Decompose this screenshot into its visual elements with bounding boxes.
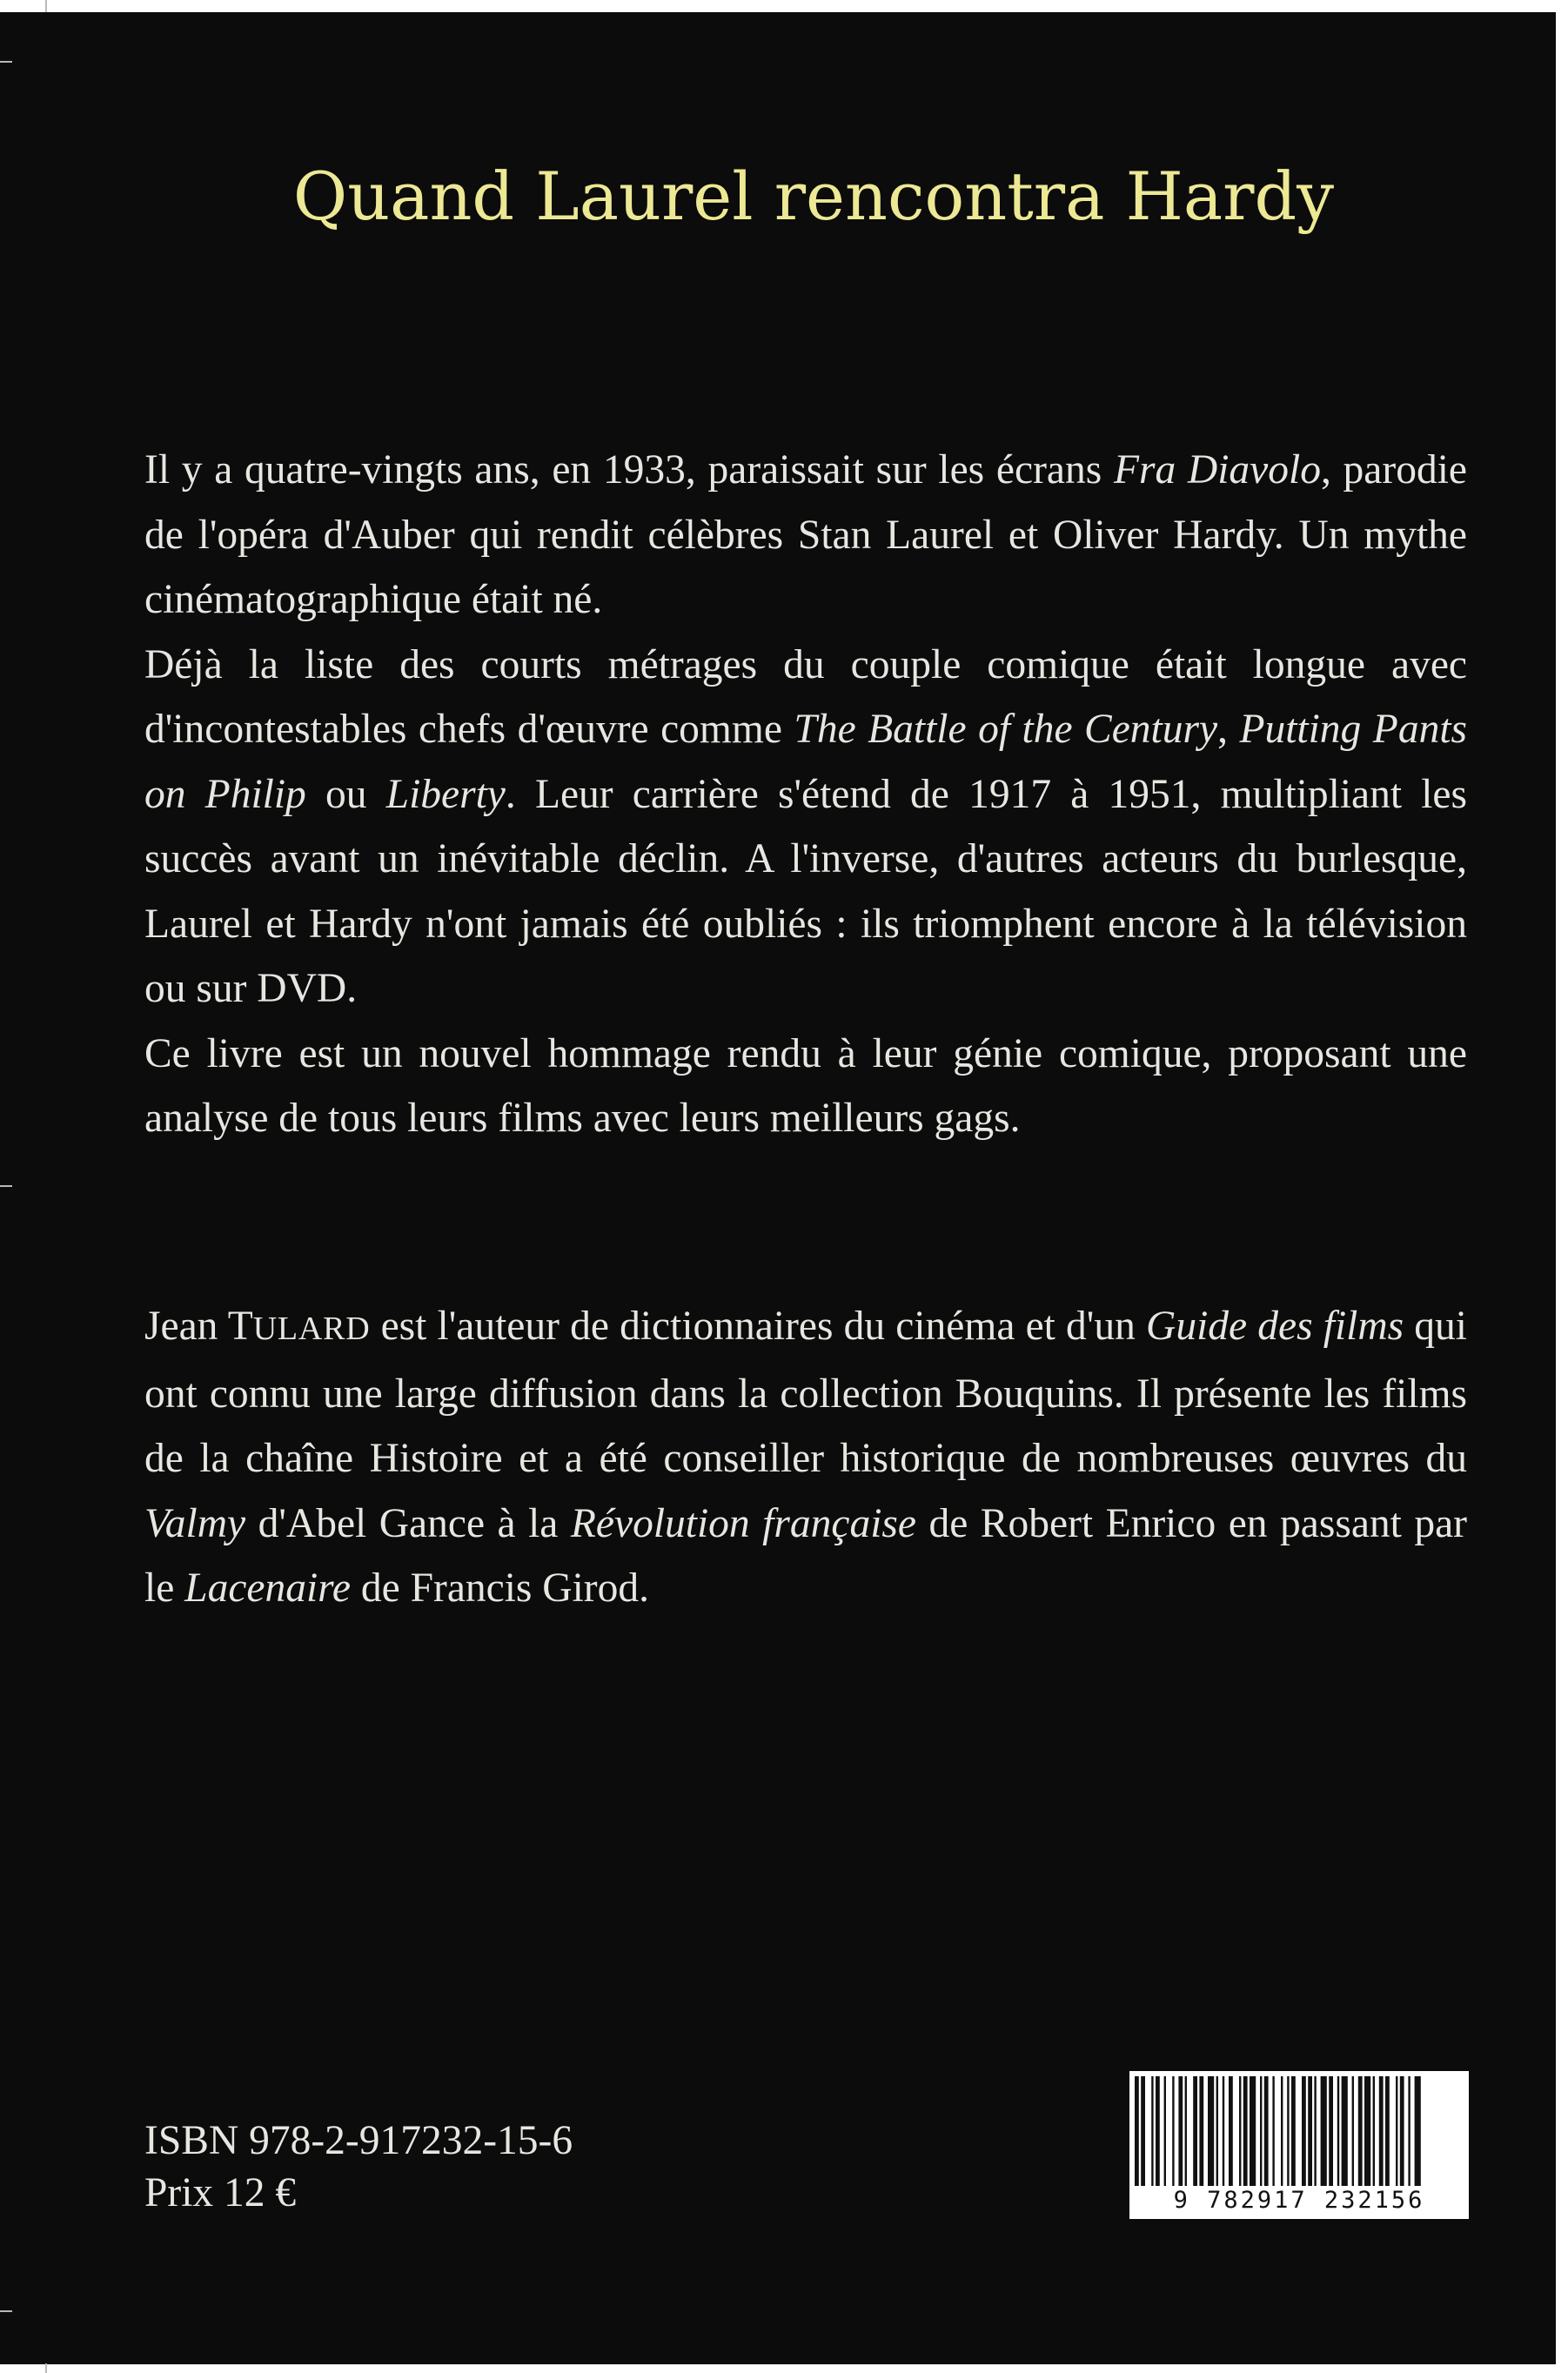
synopsis [144, 438, 1467, 1151]
back-cover [0, 12, 1556, 2364]
barcode-digits: 9 782917 232156 [1129, 2186, 1469, 2215]
synopsis-paragraph-1: Il y a quatre-vingts ans, en 1933, paraissait sur les écrans Fra Diavolo, parodie de l'opéra d'Auber qui rendit célèbres Stan Laurel et Oliver Hardy. Un mythe cinématographique était né. [144, 447, 1467, 622]
book-title: Quand Laurel rencontra Hardy [292, 158, 1335, 235]
barcode [1129, 2071, 1469, 2219]
price-block [144, 2115, 573, 2219]
synopsis-paragraph-3: Ce livre est un nouvel hommage rendu à leur génie comique, proposant une analyse de tous leurs films avec leurs meilleurs gags. [144, 1030, 1467, 1141]
synopsis-paragraph-2: Déjà la liste des courts métrages du couple comique était longue avec d'incontestables chefs d'œuvre comme The Battle of the Century, Putting Pants on Philip ou Liberty. Leur carrière s'étend de 1917 à 1951, multipliant les succès avant un inévitable déclin. A l'inverse, d'autres acteurs du burlesque, Laurel et Hardy n'ont jamais été oubliés : ils triomphent encore à la télévision ou sur DVD. [144, 641, 1468, 1011]
price: Prix 12 € [144, 2170, 297, 2215]
isbn: ISBN 978-2-917232-15-6 [144, 2118, 573, 2163]
crop-mark-left-bottom [0, 2310, 12, 2312]
crop-mark-left-top [0, 61, 12, 63]
crop-mark-left-middle [0, 1185, 12, 1187]
author-surname: TULARD [227, 1304, 371, 1349]
crop-mark-bottom [45, 2363, 47, 2373]
author-bio-paragraph: Jean TULARD est l'auteur de dictionnaires du cinéma et d'un Guide des films qui ont connu une large diffusion dans la collection Bouquins. Il présente les films de la chaîne Histoire et a été conseiller historique de nombreuses œuvres du Valmy d'Abel Gance à la Révolution française de Robert Enrico en passant par le Lacenaire de Francis Girod. [144, 1304, 1468, 1611]
crop-mark-top [45, 0, 47, 12]
author-bio [144, 1294, 1467, 1621]
